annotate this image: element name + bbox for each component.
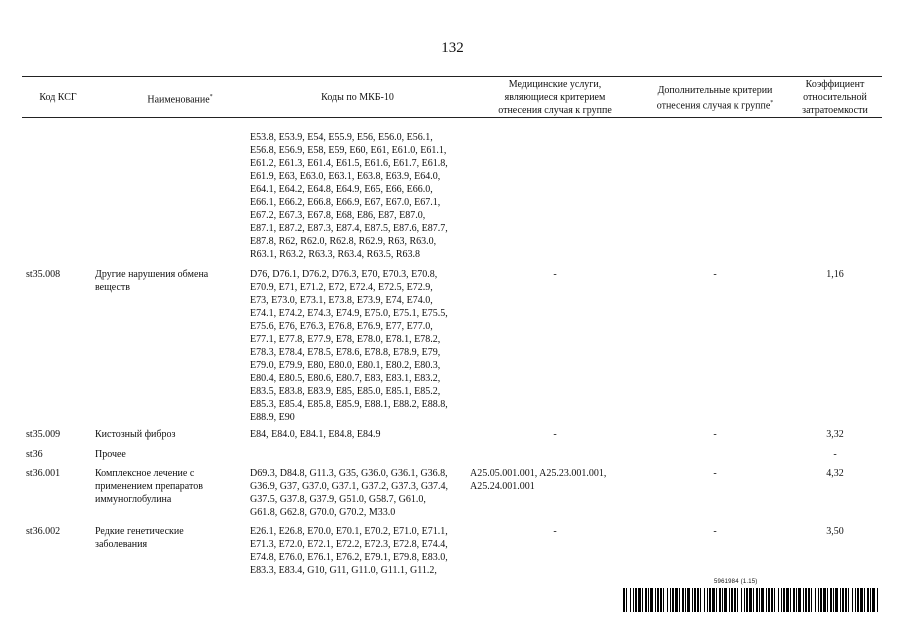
- row-name: Прочее: [95, 449, 126, 460]
- row-mkb: E53.8, E53.9, E54, E55.9, E56, E56.0, E56.1, E56.8, E56.9, E58, E59, E60, E61, E61.0, E61.1, E61.2, E61.3, E61.4, E61.5, E61.6, E61.7, E61.8, E61.9, E63, E63.0, E63.1, E63.8, E63.9, E64.0, E64.1, E64.2, E64.8, E64.9, E65, E66, E66.0, E66.1, E66.2, E66.8, E66.9, E67, E67.0, E67.1, E67.2, E67.3, E67.8, E68, E86, E87, E87.0, E87.1, E87.2, E87.3, E87.4, E87.5, E87.6, E87.7, E87.8, R62, R62.0, R62.8, R62.9, R63, R63.0, R63.1, R63.2, R63.3, R63.4, R63.5, R63.8: [250, 132, 448, 260]
- row-criteria: -: [713, 429, 717, 440]
- row-mkb: E84, E84.0, E84.1, E84.8, E84.9: [250, 429, 381, 440]
- row-code: st36: [26, 449, 43, 460]
- header-code: Код КСГ: [39, 92, 77, 103]
- row-services: -: [553, 526, 557, 537]
- row-mkb: D76, D76.1, D76.2, D76.3, E70, E70.3, E70.8, E70.9, E71, E71.2, E72, E72.4, E72.5, E72.9, E73, E73.0, E73.1, E73.8, E73.9, E74, E74.0, E74.1, E74.2, E74.3, E74.9, E75.0, E75.1, E75.5, E75.6, E76, E76.3, E76.8, E76.9, E77, E77.0, E77.1, E77.8, E77.9, E78, E78.0, E78.1, E78.2, E78.3, E78.4, E78.5, E78.6, E78.8, E78.9, E79, E79.0, E79.9, E80, E80.0, E80.1, E80.2, E80.3, E80.4, E80.5, E80.6, E80.7, E83, E83.1, E83.2, E83.5, E83.8, E83.9, E85, E85.0, E85.1, E85.2, E85.3, E85.4, E85.8, E85.9, E88.1, E88.2, E88.8, E88.9, E90: [250, 269, 448, 423]
- row-coef: 3,32: [826, 429, 844, 440]
- row-name: Редкие генетические заболевания: [95, 526, 184, 550]
- row-criteria: -: [713, 468, 717, 479]
- header-bottom-rule: [22, 117, 882, 118]
- row-mkb: D69.3, D84.8, G11.3, G35, G36.0, G36.1, G36.8, G36.9, G37, G37.0, G37.1, G37.2, G37.3, G37.4, G37.5, G37.8, G37.9, G51.0, G58.7, G61.0, G61.8, G62.8, G70.0, G70.2, M33.0: [250, 468, 449, 518]
- row-name: Другие нарушения обмена веществ: [95, 269, 209, 293]
- barcode-caption: 5961984 (1.15): [714, 579, 758, 585]
- header-coef: Коэффициент относительной затратоемкости: [802, 79, 868, 116]
- header-criteria: [645, 84, 785, 112]
- row-name: Комплексное лечение с применением препаратов иммуноглобулина: [95, 468, 203, 505]
- row-mkb: E26.1, E26.8, E70.0, E70.1, E70.2, E71.0, E71.1, E71.3, E72.0, E72.1, E72.2, E72.3, E72.8, E74.4, E74.8, E76.0, E76.1, E76.2, E79.1, E79.8, E83.0, E83.3, E83.4, G10, G11, G11.0, G11.1, G11.2,: [250, 526, 448, 576]
- header-criteria-mark: *: [770, 100, 774, 106]
- row-services: -: [553, 269, 557, 280]
- header-top-rule: [22, 76, 882, 77]
- row-coef: 4,32: [826, 468, 844, 479]
- row-services: A25.05.001.001, A25.23.001.001, A25.24.001.001: [470, 468, 607, 492]
- row-code: st36.002: [26, 526, 61, 537]
- header-name-mark: *: [209, 94, 213, 100]
- row-code: st36.001: [26, 468, 61, 479]
- page-number: 132: [441, 40, 464, 56]
- row-criteria: -: [713, 269, 717, 280]
- row-coef: -: [833, 449, 837, 460]
- row-coef: 3,50: [826, 526, 844, 537]
- row-name: Кистозный фиброз: [95, 429, 176, 440]
- header-name-text: Наименование: [147, 94, 210, 106]
- barcode-icon: [623, 588, 879, 612]
- row-coef: 1,16: [826, 269, 844, 280]
- row-services: -: [553, 429, 557, 440]
- header-services: Медицинские услуги, являющиеся критерием отнесения случая к группе: [498, 79, 612, 116]
- header-criteria-text: Дополнительные критерии отнесения случая к группе: [656, 85, 773, 112]
- row-code: st35.009: [26, 429, 61, 440]
- header-mkb: Коды по МКБ-10: [321, 92, 394, 103]
- row-code: st35.008: [26, 269, 61, 280]
- row-criteria: -: [713, 526, 717, 537]
- header-name: [110, 91, 250, 106]
